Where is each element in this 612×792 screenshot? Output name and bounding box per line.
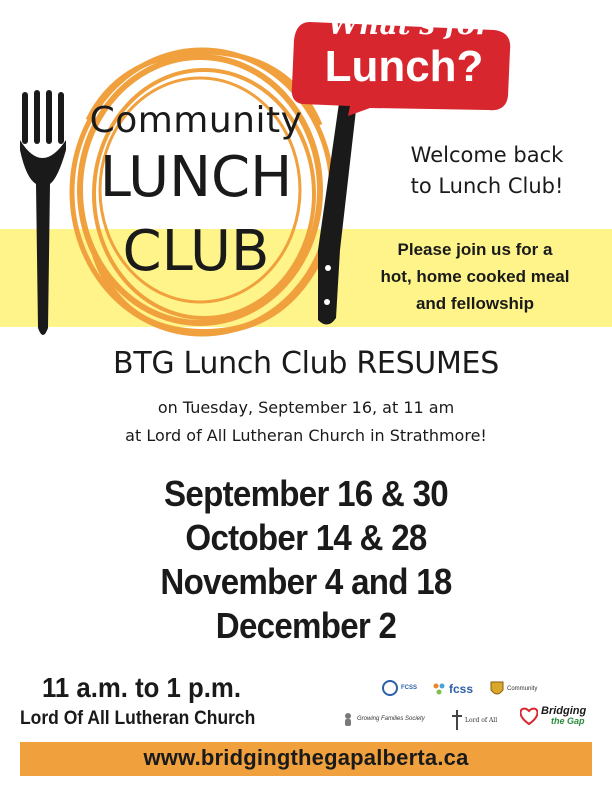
event-venue: Lord Of All Lutheran Church bbox=[20, 708, 256, 729]
date-line: November 4 and 18 bbox=[160, 561, 452, 602]
fcss-circle-icon bbox=[382, 680, 398, 696]
community-logo-text: Community bbox=[507, 685, 538, 692]
fcss-logo-2-text: fcss bbox=[449, 681, 474, 696]
announcement-headline: BTG Lunch Club RESUMES bbox=[113, 346, 499, 381]
announcement-line-2: at Lord of All Lutheran Church in Strathmore! bbox=[125, 426, 487, 445]
title-lunch: LUNCH bbox=[99, 145, 293, 210]
fcss-logo-1 bbox=[382, 680, 417, 696]
fcss-logo-1-text: FCSS bbox=[401, 684, 418, 691]
family-icon bbox=[342, 712, 354, 726]
bridging-text-group bbox=[541, 706, 586, 726]
dates-list bbox=[0, 472, 612, 648]
welcome-message bbox=[384, 140, 590, 202]
title-club: CLUB bbox=[122, 219, 270, 284]
date-line: September 16 & 30 bbox=[164, 473, 448, 514]
invitation-text bbox=[346, 236, 604, 317]
lord-of-all-logo bbox=[452, 710, 497, 730]
lord-of-all-text: Lord of All bbox=[465, 716, 498, 724]
welcome-line-1: Welcome back bbox=[410, 143, 564, 167]
title-community: Community bbox=[89, 100, 303, 141]
growing-families-logo bbox=[342, 712, 425, 726]
bridging-text: Bridging bbox=[541, 705, 587, 717]
date-line: December 2 bbox=[215, 605, 397, 646]
cross-icon bbox=[452, 710, 462, 730]
community-logo bbox=[490, 680, 537, 698]
crest-icon bbox=[490, 680, 504, 698]
announcement-line-1: on Tuesday, September 16, at 11 am bbox=[157, 398, 455, 417]
bubble-whats-for: What's for bbox=[327, 8, 491, 41]
bubble-lunch: Lunch? bbox=[324, 42, 484, 91]
invitation-line-3: and fellowship bbox=[415, 294, 535, 313]
growing-families-text: Growing Families Society bbox=[357, 715, 425, 722]
people-icon bbox=[432, 682, 446, 696]
event-time: 11 a.m. to 1 p.m. bbox=[42, 672, 242, 703]
heart-icon bbox=[520, 706, 538, 726]
invitation-line-1: Please join us for a bbox=[397, 240, 553, 259]
fcss-logo-2 bbox=[432, 682, 473, 696]
welcome-line-2: to Lunch Club! bbox=[410, 174, 564, 198]
invitation-line-2: hot, home cooked meal bbox=[380, 267, 570, 286]
date-line: October 14 & 28 bbox=[185, 517, 427, 558]
bridging-the-gap-logo bbox=[520, 706, 586, 726]
website-link[interactable]: www.bridgingthegapalberta.ca bbox=[143, 745, 469, 770]
fork-icon bbox=[20, 90, 66, 335]
the-gap-text: the Gap bbox=[551, 716, 585, 726]
